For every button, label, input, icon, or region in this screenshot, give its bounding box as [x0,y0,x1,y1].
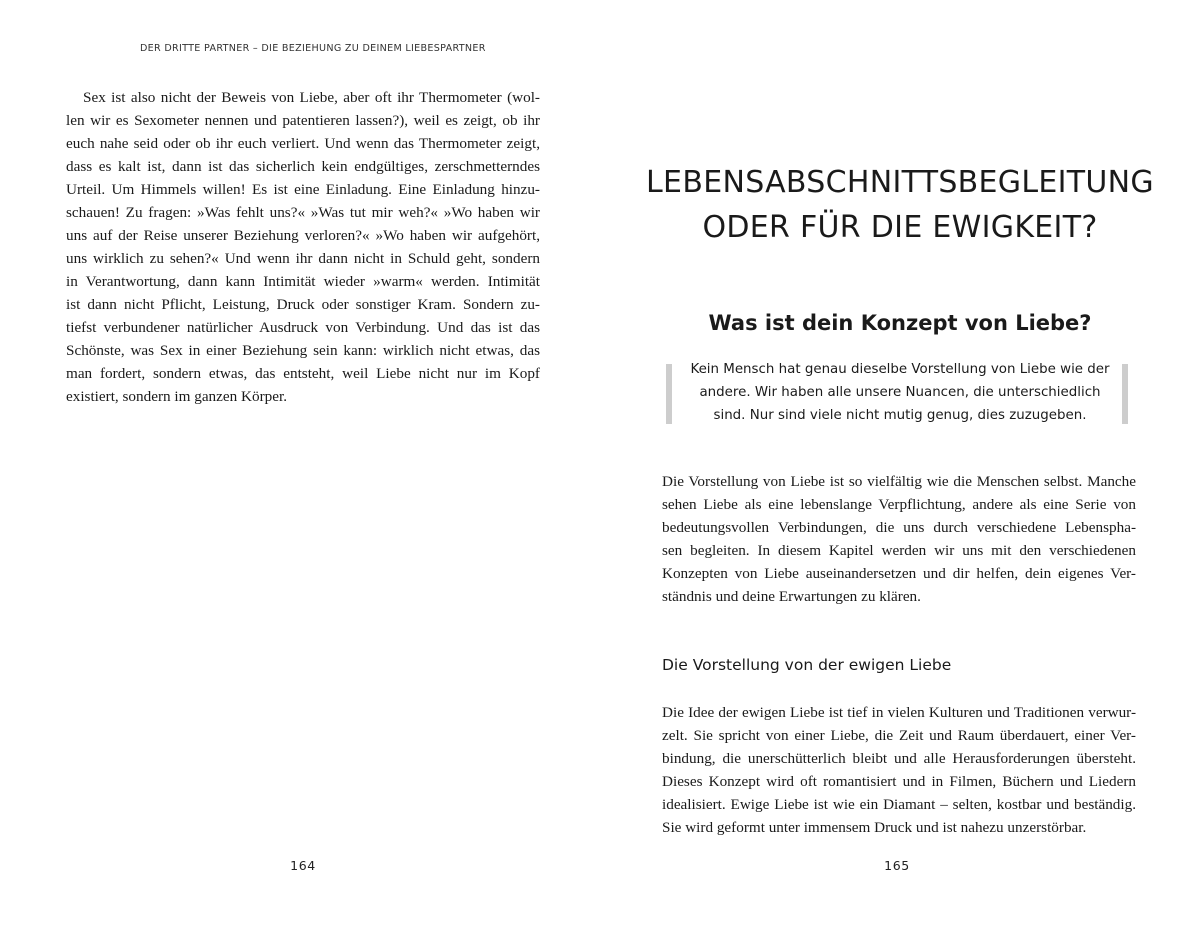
text-line: existiert, sondern im ganzen Körper. [66,388,287,405]
chapter-title-line: ODER FÜR DIE EWIGKEIT? [702,210,1098,245]
text-line: bedeutungsvollen Verbindungen, die uns durch verschiedene Lebenspha- [662,519,1136,536]
text-line: man fordert, sondern etwas, das entsteht, weil Liebe nicht nur im Kopf [66,365,540,382]
text-line: dass es kalt ist, dann ist das sicherlich kein endgültiges, zerschmetterndes [66,158,540,175]
text-line: Konzepten von Liebe auseinandersetzen und dir helfen, dein eigenes Ver- [662,565,1136,582]
text-line: idealisiert. Ewige Liebe ist wie ein Diamant – selten, kostbar und beständig. [662,796,1136,813]
text-line: Dieses Konzept wird oft romantisiert und in Filmen, Büchern und Liedern [662,773,1136,790]
right-page [600,0,1200,934]
text-line: bindung, die unerschütterlich bleibt und alle Herausforderungen übersteht. [662,750,1136,767]
text-line: len wir es Sexometer nennen und patentieren lassen?), weil es zeigt, ob ihr [66,112,540,129]
text-line: Die Vorstellung von Liebe ist so vielfältig wie die Menschen selbst. Manche [662,473,1136,490]
text-line: ist dann nicht Pflicht, Leistung, Druck oder sonstiger Kram. Sondern zu- [66,296,540,313]
quote-line: sind. Nur sind viele nicht mutig genug, dies zuzugeben. [713,408,1087,423]
text-line: sen begleiten. In diesem Kapitel werden wir uns mit den verschiedenen [662,542,1136,559]
chapter-title-line: LEBENSABSCHNITTSBEGLEITUNG [646,165,1154,200]
quote-line: andere. Wir haben alle unsere Nuancen, die unterschiedlich [699,385,1101,400]
text-line: Schönste, was Sex in einer Beziehung sein kann: wirklich nicht etwas, das [66,342,540,359]
subheading: Die Vorstellung von der ewigen Liebe [662,656,952,674]
text-line: tiefst verbundener natürlicher Ausdruck von Verbindung. Und das ist das [66,319,540,336]
section-heading: Was ist dein Konzept von Liebe? [708,311,1092,335]
text-line: schauen! Zu fragen: »Was fehlt uns?« »Was tut mir weh?« »Wo haben wir [66,204,540,221]
text-line: ständnis und deine Erwartungen zu klären. [662,588,921,605]
text-line: zelt. Sie spricht von einer Liebe, die Zeit und Raum überdauert, einer Ver- [662,727,1136,744]
text-line: Sex ist also nicht der Beweis von Liebe, aber oft ihr Thermometer (wol- [83,89,540,106]
text-line: euch nahe seid oder ob ihr euch verliert. Und wenn das Thermometer zeigt, [66,135,540,152]
text-line: in Verantwortung, dann kann Intimität wieder »warm« werden. Intimität [66,273,540,290]
page-number: 165 [884,858,910,873]
text-line: Sie wird geformt unter immensem Druck und ist nahezu unzerstörbar. [662,819,1087,836]
text-line: Urteil. Um Himmels willen! Es ist eine Einladung. Eine Einladung hinzu- [66,181,540,198]
text-line: uns auf der Reise unserer Beziehung verloren?« »Wo haben wir aufgehört, [66,227,540,244]
running-head: DER DRITTE PARTNER – DIE BEZIEHUNG ZU DEINEM LIEBESPARTNER [140,43,486,54]
text-line: Die Idee der ewigen Liebe ist tief in vielen Kulturen und Traditionen verwur- [662,704,1136,721]
page-number: 164 [290,858,316,873]
quote-line: Kein Mensch hat genau dieselbe Vorstellung von Liebe wie der [690,362,1110,377]
text-line: uns wirklich zu sehen?« Und wenn ihr dann nicht in Schuld geht, sondern [66,250,540,267]
text-line: sehen Liebe als eine lebenslange Verpflichtung, andere als eine Serie von [662,496,1136,513]
